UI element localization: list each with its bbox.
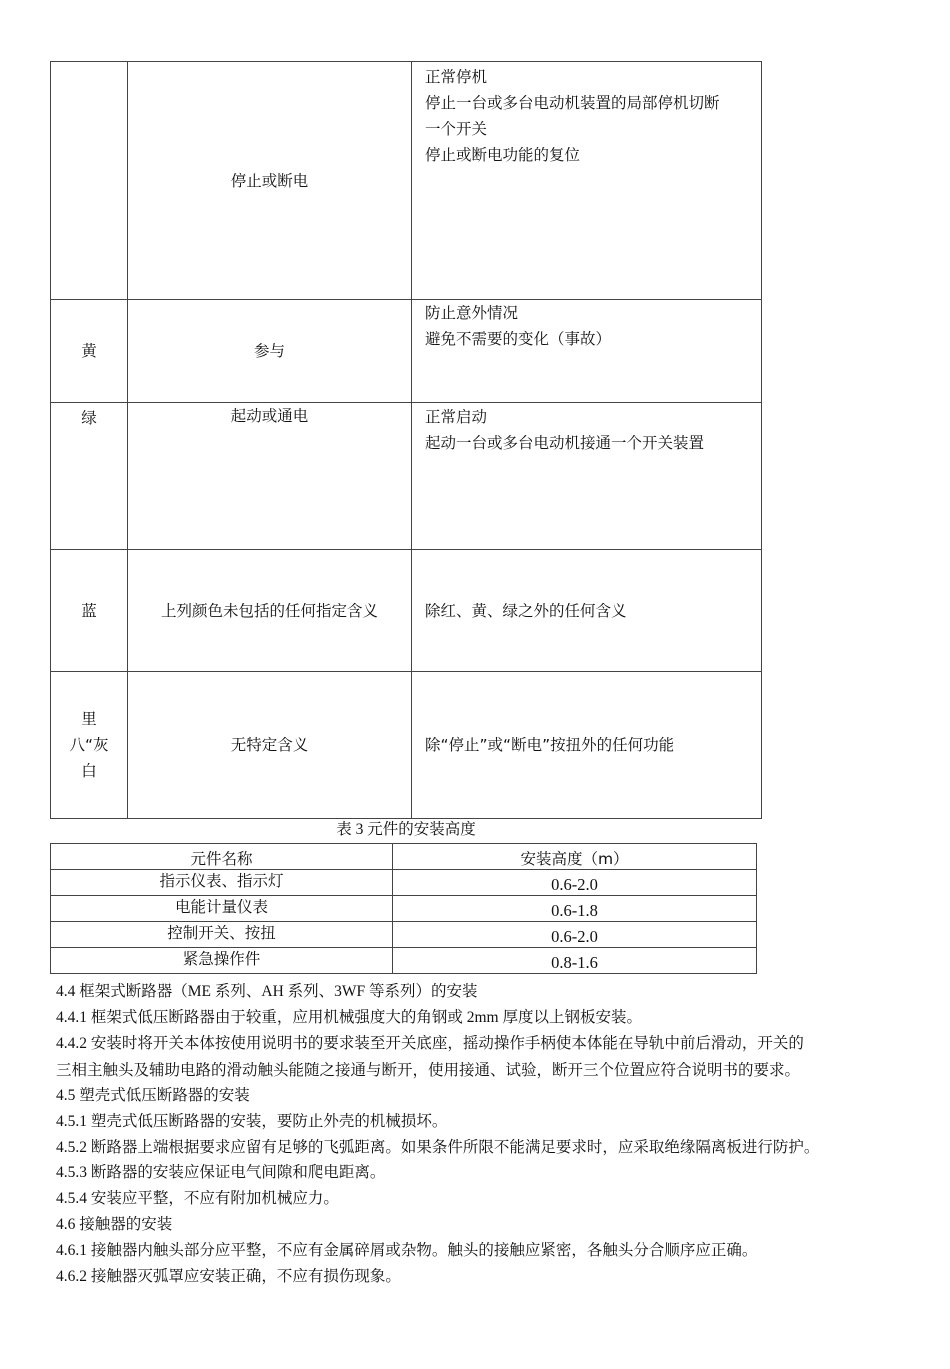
description-line: 正常启动 — [425, 408, 488, 426]
description-cell — [412, 403, 762, 550]
description-line: 停止一台或多台电动机装置的局部停机切断 — [425, 94, 720, 112]
paragraph: 4.6.2 接触器灭弧罩应安装正确，不应有损伤现象。 — [56, 1268, 401, 1285]
meaning-cell: 参与 — [128, 300, 412, 403]
description-line: 停止或断电功能的复位 — [425, 146, 581, 164]
description-cell — [412, 300, 762, 403]
meaning-cell: 无特定含义 — [128, 672, 412, 819]
color-cell: 黄 — [51, 300, 128, 403]
description-line: 一个开关 — [425, 120, 488, 138]
color-cell — [51, 672, 128, 819]
color-cell — [51, 62, 128, 300]
header-cell-height: 安装高度（m） — [393, 844, 757, 870]
paragraph: 4.4.2 安装时将开关本体按使用说明书的要求装至开关底座，摇动操作手柄使本体能在导轨中前后滑动，开关的 — [56, 1035, 804, 1052]
color-cell: 蓝 — [51, 550, 128, 672]
description-line: 防止意外情况 — [425, 304, 519, 322]
description-cell — [412, 672, 762, 819]
table-caption: 表 3 元件的安装高度 — [336, 821, 476, 838]
description-line: 起动一台或多台电动机接通一个开关装置 — [425, 434, 705, 452]
description-line: 除红、黄、绿之外的任何含义 — [425, 601, 627, 620]
name-cell: 紧急操作件 — [51, 948, 393, 974]
name-cell: 指示仪表、指示灯 — [51, 870, 393, 896]
name-cell: 控制开关、按扭 — [51, 922, 393, 948]
height-cell: 0.8-1.6 — [393, 948, 757, 974]
height-cell: 0.6-2.0 — [393, 922, 757, 948]
paragraph: 三相主触头及辅助电路的滑动触头能随之接通与断开，使用接通、试验，断开三个位置应符合说明书的要求。 — [56, 1061, 801, 1079]
table-row — [51, 403, 762, 550]
table-row — [51, 62, 762, 300]
description-line: 避免不需要的变化（事故） — [425, 330, 612, 348]
table-row — [51, 550, 762, 672]
description-cell — [412, 550, 762, 672]
table-row — [51, 300, 762, 403]
table-header-row — [51, 844, 757, 870]
height-cell: 0.6-2.0 — [393, 870, 757, 896]
header-cell-name: 元件名称 — [51, 844, 393, 870]
section-heading: 4.4 框架式断路器（ME 系列、AH 系列、3WF 等系列）的安装 — [56, 983, 478, 1000]
meaning-cell: 上列颜色未包括的任何指定含义 — [128, 550, 412, 672]
paragraph: 4.4.1 框架式低压断路器由于较重，应用机械强度大的角钢或 2mm 厚度以上钢板安装。 — [56, 1009, 642, 1026]
meaning-cell: 停止或断电 — [128, 62, 412, 300]
color-cell: 绿 — [51, 403, 128, 550]
color-meaning-table — [50, 61, 762, 819]
meaning-cell: 起动或通电 — [128, 403, 412, 550]
table-row — [51, 672, 762, 819]
install-height-table — [50, 843, 757, 974]
section-heading: 4.6 接触器的安装 — [56, 1216, 173, 1233]
paragraph: 4.5.3 断路器的安装应保证电气间隙和爬电距离。 — [56, 1164, 386, 1181]
description-line: 正常停机 — [425, 68, 488, 86]
height-cell: 0.6-1.8 — [393, 896, 757, 922]
name-cell: 电能计量仪表 — [51, 896, 393, 922]
table-row — [51, 948, 757, 974]
paragraph: 4.5.1 塑壳式低压断路器的安装，要防止外壳的机械损坏。 — [56, 1113, 448, 1130]
paragraph: 4.5.4 安装应平整，不应有附加机械应力。 — [56, 1190, 339, 1207]
section-heading: 4.5 塑壳式低压断路器的安装 — [56, 1087, 250, 1104]
paragraph: 4.5.2 断路器上端根据要求应留有足够的飞弧距离。如果条件所限不能满足要求时，应采取绝缘隔离板进行防护。 — [56, 1139, 820, 1156]
table-row — [51, 896, 757, 922]
table-row — [51, 922, 757, 948]
color-line: 里 — [81, 710, 97, 728]
description-cell — [412, 62, 762, 300]
table-row — [51, 870, 757, 896]
paragraph: 4.6.1 接触器内触头部分应平整，不应有金属碎屑或杂物。触头的接触应紧密，各触头分合顺序应正确。 — [56, 1242, 758, 1259]
color-line: 白 — [81, 762, 97, 780]
description-line: 除“停止”或“断电”按扭外的任何功能 — [425, 736, 675, 754]
color-line: 八“灰 — [69, 736, 109, 754]
